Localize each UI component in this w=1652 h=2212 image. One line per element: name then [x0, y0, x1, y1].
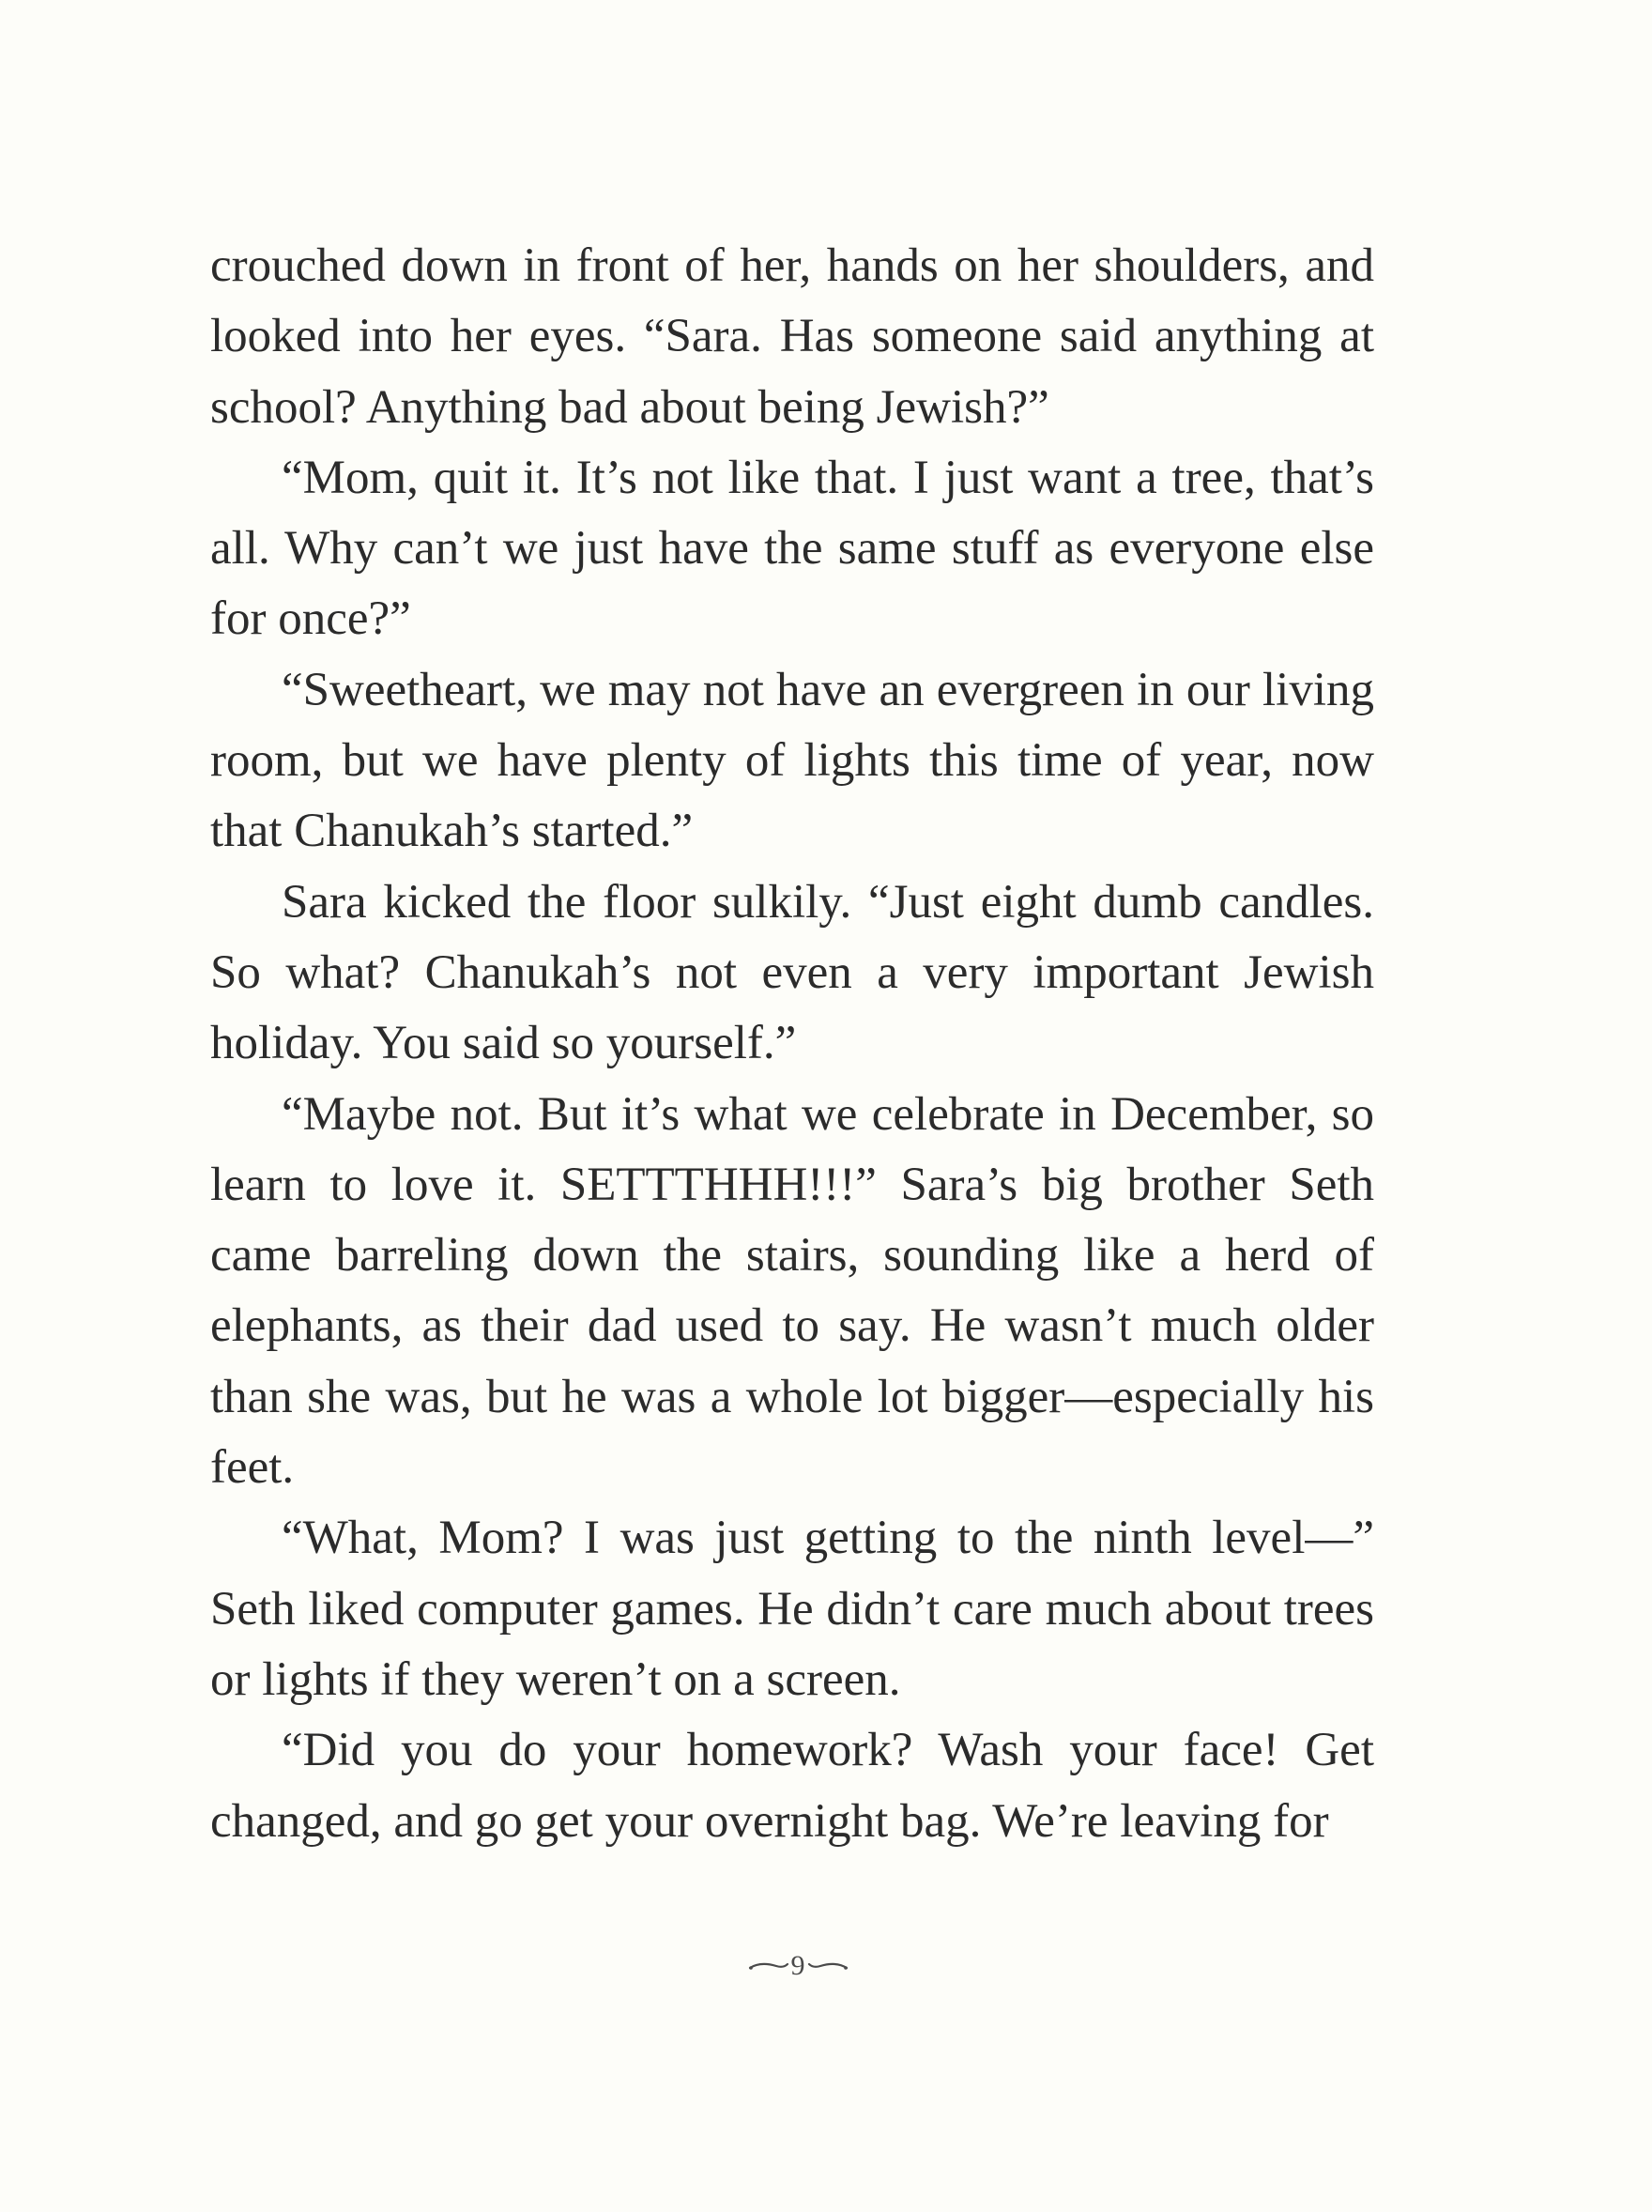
paragraph-1: crouched down in front of her, hands on her shoulders, and looked into her eyes. “Sara. Has someone said anything at school? Anything bad about being Jewish?”	[210, 239, 1374, 434]
paragraph-4: Sara kicked the floor sulkily. “Just eight dumb candles. So what? Chanukah’s not even a very important Jewish holiday. You said so yourself.”	[210, 875, 1374, 1070]
body-text	[210, 231, 1374, 1857]
page-folio	[732, 1947, 864, 1985]
paragraph-2: “Mom, quit it. It’s not like that. I just want a tree, that’s all. Why can’t we just have the same stuff as everyone else for once?”	[210, 451, 1374, 646]
paragraph-6: “What, Mom? I was just getting to the ninth level—” Seth liked computer games. He didn’t care much about trees or lights if they weren’t on a screen.	[210, 1512, 1374, 1706]
swash-left-icon	[748, 1959, 789, 1973]
paragraph-7: “Did you do your homework? Wash your face! Get changed, and go get your overnight bag. We’re leaving for	[210, 1724, 1374, 1848]
swash-right-icon	[807, 1959, 849, 1973]
paragraph-3: “Sweetheart, we may not have an evergreen in our living room, but we have plenty of lights this time of year, now that Chanukah’s started.”	[210, 663, 1374, 858]
paragraph-5: “Maybe not. But it’s what we celebrate in December, so learn to love it. SETTTHHH!!!” Sara’s big brother Seth came barreling down the stairs, sounding like a herd of elephants, as their dad used to say. He wasn’t much older than she was, but he was a whole lot bigger—especially his feet.	[210, 1087, 1374, 1495]
page-number: 9	[790, 1950, 805, 1981]
